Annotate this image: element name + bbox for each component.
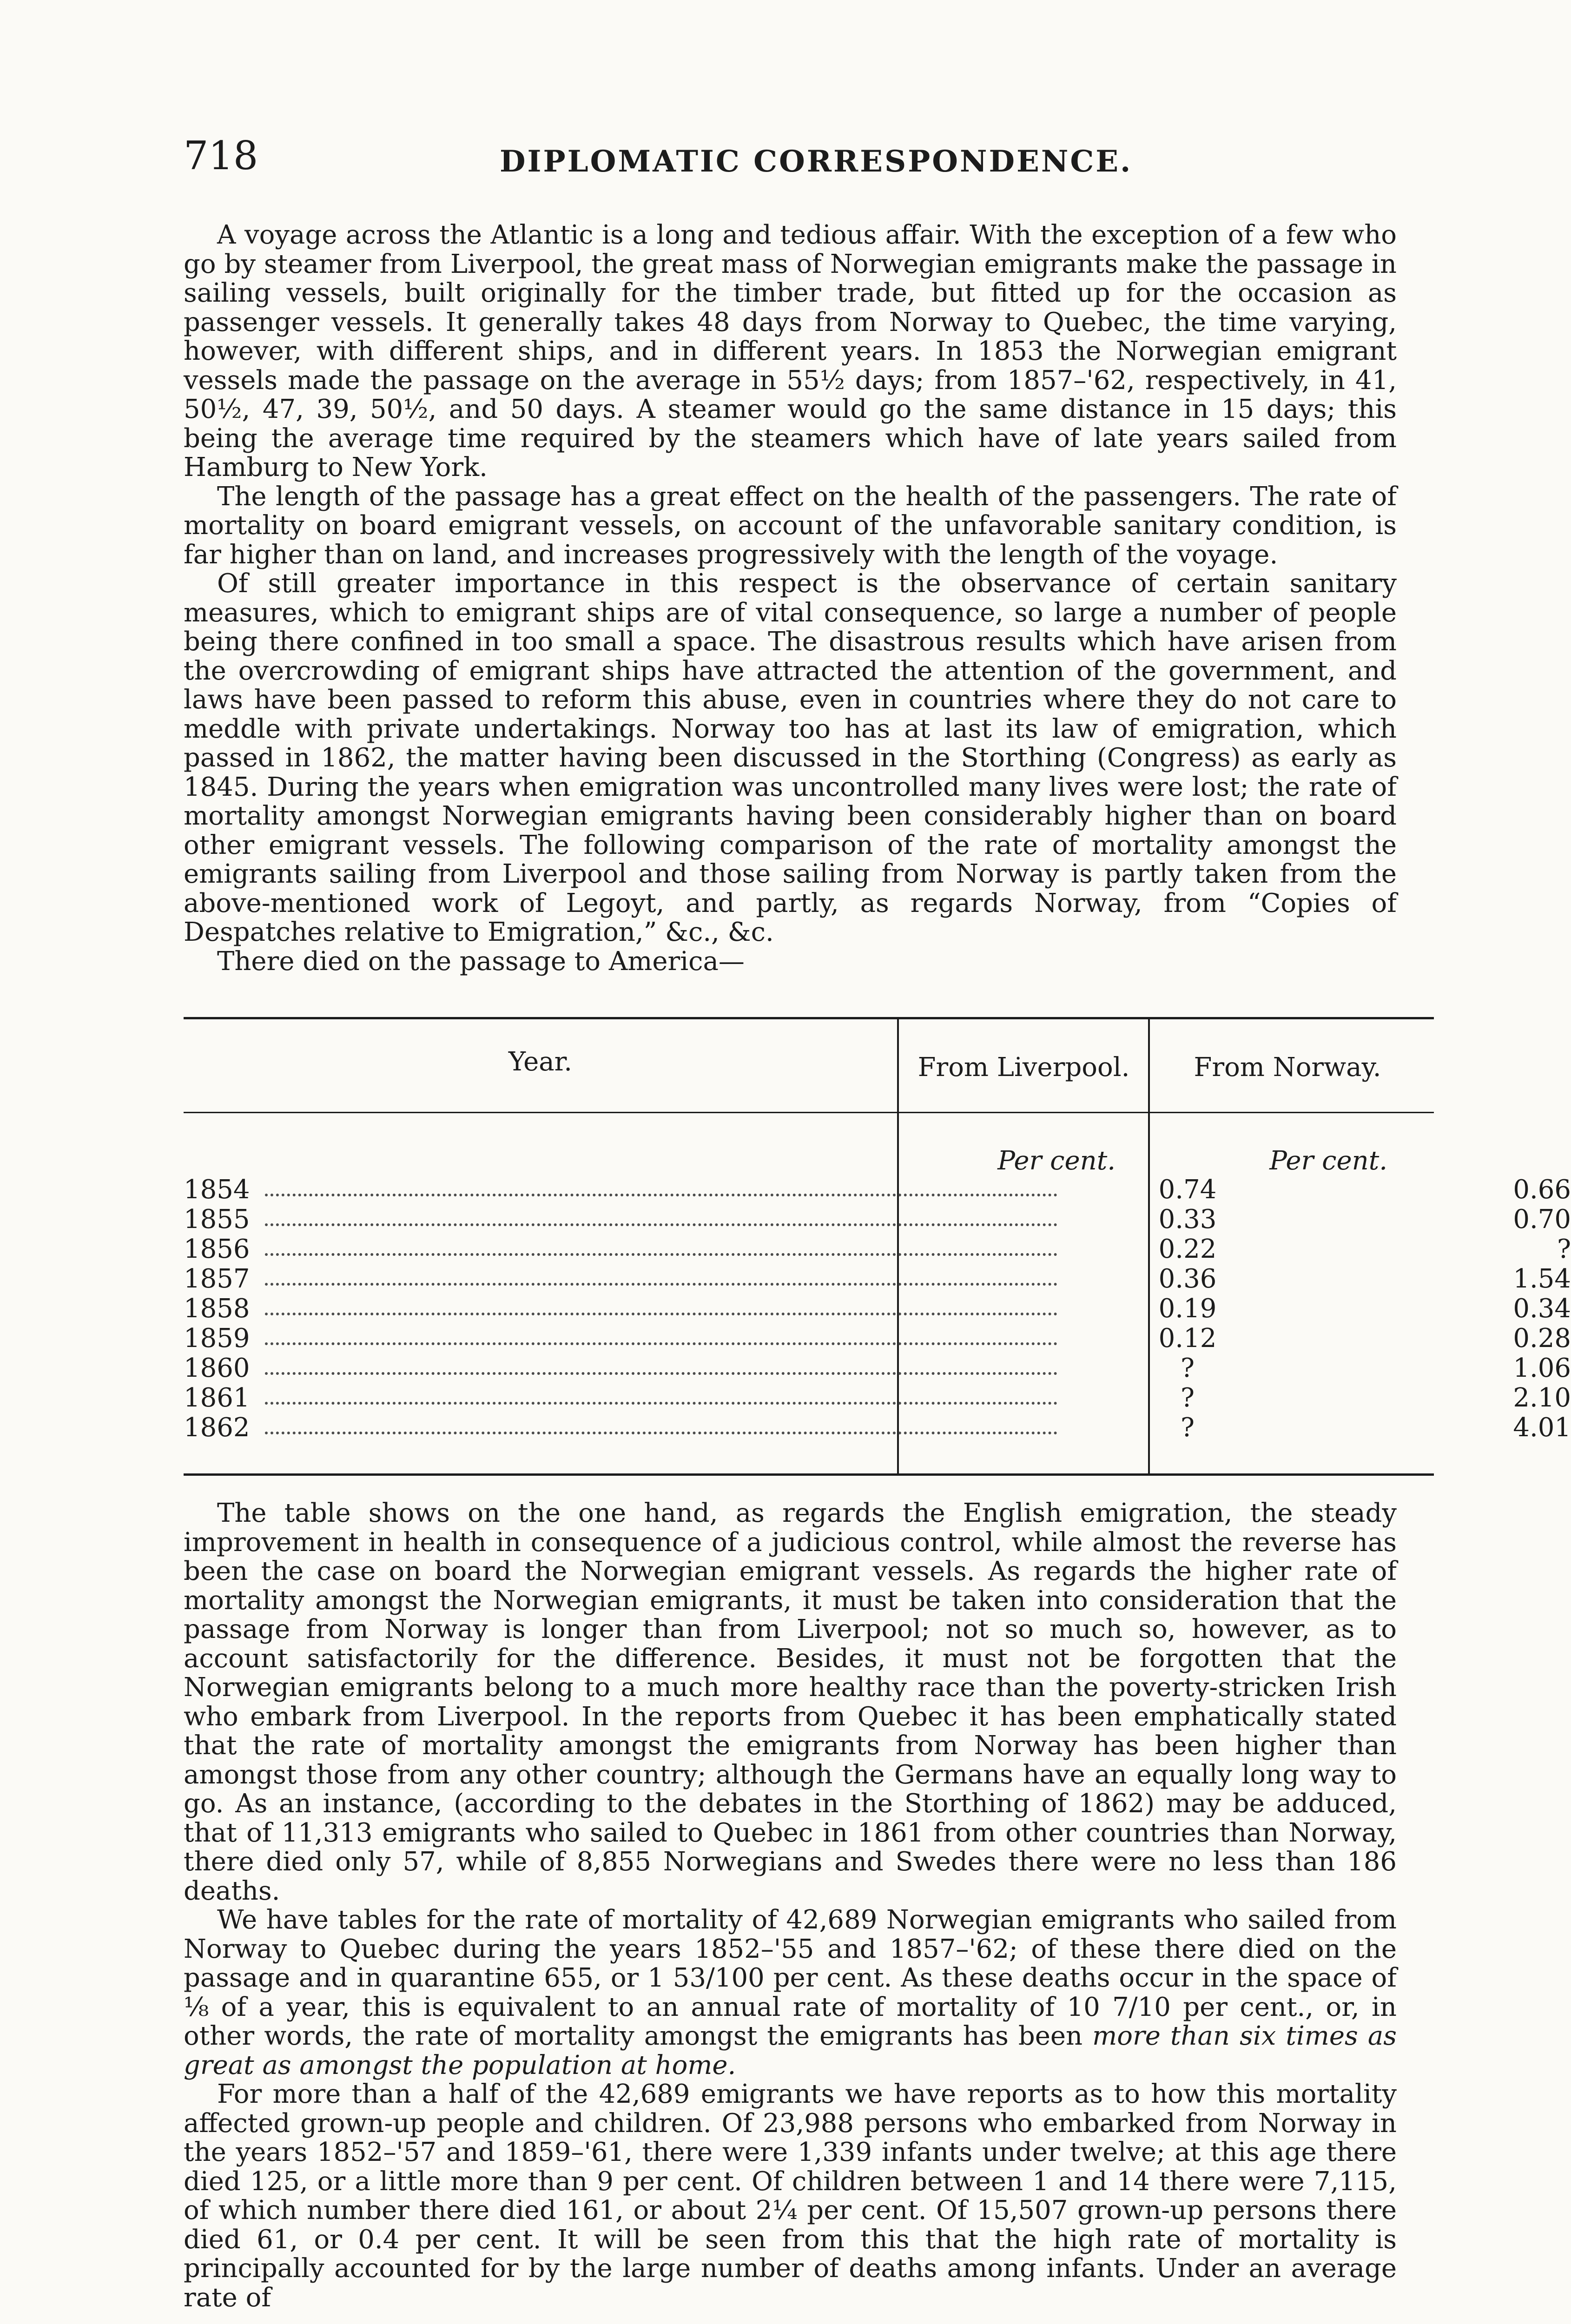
table-row <box>184 1234 1571 1264</box>
paragraph-table-intro: There died on the passage to America— <box>217 946 745 977</box>
dot-leader <box>265 1194 1057 1196</box>
discussion-text <box>184 1499 1397 2312</box>
unit-label-norway: Per cent. <box>1269 1146 1387 1176</box>
paragraph-voyage: A voyage across the Atlantic is a long and tedious affair. With the exception of a few who go by steamer from Liverpool, the great mass of Norwegian emigrants make the passage in sailing vessels, built originally for the timber trade, but fitted up for the occasion as passenger vessels. It generally takes 48 days from Norway to Quebec, the time varying, however, with different ships, and in different years. In 1853 the Norwegian emigrant vessels made the passage on the average in 55½ days; from 1857–'62, respectively, in 41, 50½, 47, 39, 50½, and 50 days. A steamer would go the same distance in 15 days; this being the average time required by the steamers which have of late years sailed from Hamburg to New York. <box>184 220 1397 482</box>
running-title: DIPLOMATIC CORRESPONDENCE. <box>500 144 1133 179</box>
row-year: 1862 <box>184 1413 250 1443</box>
table-row <box>184 1353 1571 1383</box>
dot-leader <box>265 1253 1057 1256</box>
table-header-rule <box>184 1112 1434 1113</box>
column-header-year: Year. <box>508 1047 573 1077</box>
row-norway-value: 0.70 <box>1513 1204 1571 1235</box>
unit-label-liverpool: Per cent. <box>997 1146 1116 1176</box>
row-year: 1856 <box>184 1234 250 1264</box>
row-norway-value: 4.01 <box>1513 1413 1571 1443</box>
row-norway-value: 0.34 <box>1513 1294 1571 1324</box>
dot-leader <box>265 1402 1057 1405</box>
row-liverpool-value: 0.19 <box>1158 1294 1217 1324</box>
row-liverpool-value: 0.12 <box>1158 1323 1217 1353</box>
row-year: 1859 <box>184 1323 250 1353</box>
dot-leader <box>265 1313 1057 1315</box>
row-year: 1854 <box>184 1175 250 1205</box>
page-number: 718 <box>184 133 258 178</box>
row-liverpool-value: ? <box>1180 1413 1195 1443</box>
row-norway-value: 1.06 <box>1513 1353 1571 1383</box>
paragraph-age-breakdown: For more than a half of the 42,689 emigrants we have reports as to how this mortality affected grown-up people and children. Of 23,988 persons who embarked from Norway in the years 1852–'57 and 1859–'61, there were 1,339 infants under twelve; at this age there died 125, or a little more than 9 per cent. Of children between 1 and 14 there were 7,115, of which number there died 161, or about 2¼ per cent. Of 15,507 grown-up persons there died 61, or 0.4 per cent. It will be seen from this that the high rate of mortality is principally accounted for by the large number of deaths among infants. Under an average rate of <box>184 2079 1397 2313</box>
mortality-tables-text: We have tables for the rate of mortality of 42,689 Norwegian emigrants who sailed from Norway to Quebec during the years 1852–'55 and 1857–'62; of these there died on the passage and in quarantine 655, or 1 53/100 per cent. As these deaths occur in the space of ⅛ of a year, this is equivalent to an annual rate of mortality of 10 7/10 per cent., or, in other words, the rate of mortality amongst the emigrants has been <box>184 1905 1397 2051</box>
page-header <box>184 132 1401 184</box>
paragraph-mortality-tables <box>184 1906 1397 2080</box>
row-liverpool-value: ? <box>1180 1353 1195 1383</box>
row-norway-value: 0.66 <box>1513 1175 1571 1205</box>
intro-text <box>184 221 1397 976</box>
row-year: 1860 <box>184 1353 250 1383</box>
row-year: 1858 <box>184 1294 250 1324</box>
row-norway-value: 0.28 <box>1513 1323 1571 1353</box>
table-row <box>184 1383 1571 1413</box>
row-liverpool-value: 0.22 <box>1158 1234 1217 1264</box>
paragraph-sanitary-measures: Of still greater importance in this respect is the observance of certain sanitary measures, which to emigrant ships are of vital consequence, so large a number of people being there confined in too small a space. The disastrous results which have arisen from the overcrowding of emigrant ships have attracted the attention of the government, and laws have been passed to reform this abuse, even in countries where they do not care to meddle with private undertakings. Norway too has at last its law of emigration, which passed in 1862, the matter having been discussed in the Storthing (Congress) as early as 1845. During the years when emigration was uncontrolled many lives were lost; the rate of mortality amongst Norwegian emigrants having been considerably higher than on board other emigrant vessels. The following comparison of the rate of mortality amongst the emigrants sailing from Liverpool and those sailing from Norway is partly taken from the above-mentioned work of Legoyt, and partly, as regards Norway, from “Copies of Despatches relative to Emigration,” &c., &c. <box>184 568 1397 947</box>
column-header-norway: From Norway. <box>1194 1052 1381 1083</box>
row-liverpool-value: 0.33 <box>1158 1204 1217 1235</box>
dot-leader <box>265 1372 1057 1375</box>
table-row <box>184 1204 1571 1235</box>
row-liverpool-value: 0.36 <box>1158 1264 1217 1294</box>
table-top-rule <box>184 1017 1434 1019</box>
dot-leader <box>265 1342 1057 1345</box>
column-header-liverpool: From Liverpool. <box>918 1052 1130 1083</box>
table-row <box>184 1323 1571 1353</box>
table-row <box>184 1264 1571 1294</box>
table-row <box>184 1294 1571 1324</box>
dot-leader <box>265 1223 1057 1226</box>
row-year: 1855 <box>184 1204 250 1235</box>
table-row <box>184 1413 1571 1443</box>
table-bottom-rule <box>184 1473 1434 1476</box>
paragraph-passage-length: The length of the passage has a great effect on the health of the passengers. The rate of mortality on board emigrant vessels, on account of the unfavorable sanitary condition, is far higher than on land, and increases progressively with the length of the voyage. <box>184 481 1397 570</box>
dot-leader <box>265 1283 1057 1286</box>
row-norway-value: ? <box>1557 1234 1571 1264</box>
row-norway-value: 2.10 <box>1513 1383 1571 1413</box>
emphasized-conclusion: more than six times as great as amongst the population at home. <box>184 2021 1397 2080</box>
row-liverpool-value: 0.74 <box>1158 1175 1217 1205</box>
row-year: 1861 <box>184 1383 250 1413</box>
table-row <box>184 1175 1571 1205</box>
row-year: 1857 <box>184 1264 250 1294</box>
row-liverpool-value: ? <box>1180 1383 1195 1413</box>
row-norway-value: 1.54 <box>1513 1264 1571 1294</box>
paragraph-table-analysis: The table shows on the one hand, as regards the English emigration, the steady improvement in health in consequence of a judicious control, while almost the reverse has been the case on board the Norwegian emigrant vessels. As regards the higher rate of mortality amongst the Norwegian emigrants, it must be taken into consideration that the passage from Norway is longer than from Liverpool; not so much so, however, as to account satisfactorily for the difference. Besides, it must not be forgotten that the Norwegian emigrants belong to a much more healthy race than the poverty-stricken Irish who embark from Liverpool. In the reports from Quebec it has been emphatically stated that the rate of mortality amongst the emigrants from Norway has been higher than amongst those from any other country; although the Germans have an equally long way to go. As an instance, (according to the debates in the Storthing of 1862) may be adduced, that of 11,313 emigrants who sailed to Quebec in 1861 from other countries than Norway, there died only 57, while of 8,855 Norwegians and Swedes there were no less than 186 deaths. <box>184 1498 1397 1906</box>
dot-leader <box>265 1432 1057 1434</box>
